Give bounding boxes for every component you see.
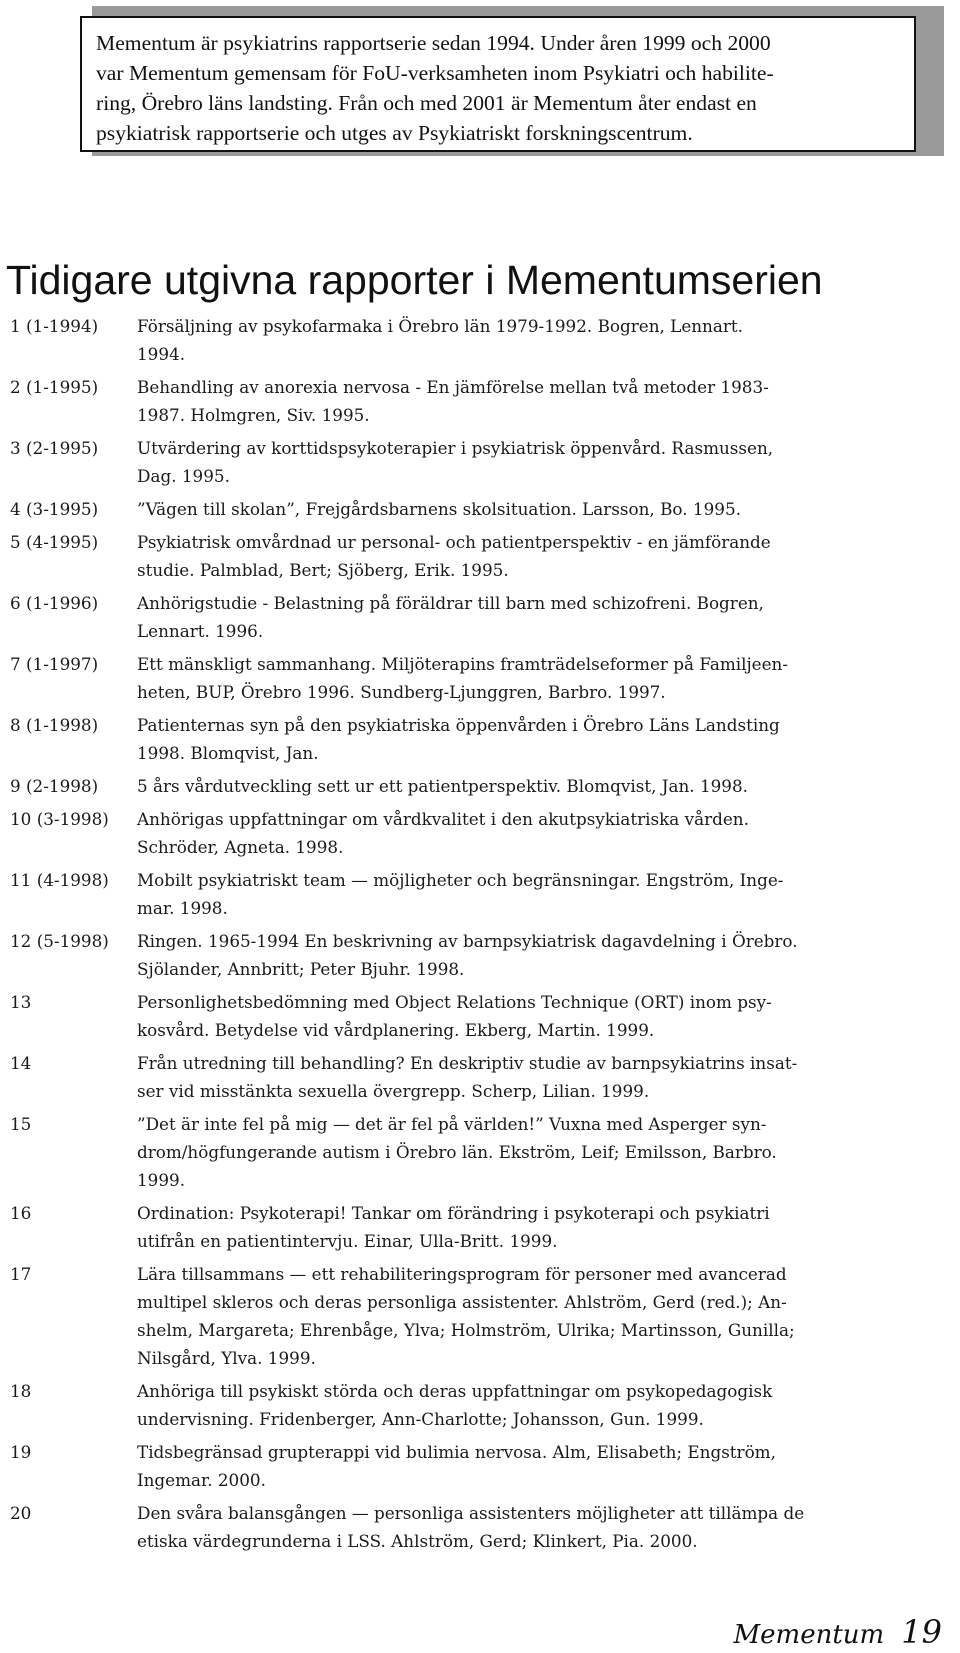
report-text-line: Anhörigas uppfattningar om vårdkvalitet i den akutpsykiatriska vården.	[137, 809, 749, 829]
report-text-line: 1999.	[137, 1170, 186, 1190]
report-text-line: Mobilt psykiatriskt team — möjligheter och begränsningar. Engström, Inge-	[137, 870, 784, 890]
report-number: 9 (2-1998)	[10, 776, 99, 796]
report-item	[10, 866, 950, 922]
footer-page-number: 19	[901, 1613, 942, 1651]
report-text-line: Ordination: Psykoterapi! Tankar om förändring i psykoterapi och psykiatri	[137, 1203, 770, 1223]
report-text	[137, 312, 950, 368]
report-item	[10, 1438, 950, 1494]
report-item	[10, 373, 950, 429]
report-text	[137, 1110, 950, 1194]
intro-line: var Mementum gemensam för FoU-verksamheten inom Psykiatri och habilite-	[96, 61, 774, 85]
report-number: 7 (1-1997)	[10, 654, 99, 674]
report-text	[137, 866, 950, 922]
intro-box	[80, 16, 916, 152]
report-number: 14	[10, 1053, 32, 1073]
report-text-line: Nilsgård, Ylva. 1999.	[137, 1348, 316, 1368]
report-item	[10, 434, 950, 490]
report-text-line: Från utredning till behandling? En deskriptiv studie av barnpsykiatrins insat-	[137, 1053, 798, 1073]
report-number: 12 (5-1998)	[10, 931, 109, 951]
report-text	[137, 1049, 950, 1105]
report-text-line: ”Det är inte fel på mig — det är fel på världen!” Vuxna med Asperger syn-	[137, 1114, 767, 1134]
report-text-line: studie. Palmblad, Bert; Sjöberg, Erik. 1995.	[137, 560, 509, 580]
report-item	[10, 1377, 950, 1433]
report-text-line: etiska värdegrunderna i LSS. Ahlström, Gerd; Klinkert, Pia. 2000.	[137, 1531, 698, 1551]
report-list	[10, 312, 950, 1560]
report-number: 11 (4-1998)	[10, 870, 109, 890]
report-text-line: multipel skleros och deras personliga assistenter. Ahlström, Gerd (red.); An-	[137, 1292, 787, 1312]
report-text-line: Tidsbegränsad grupterappi vid bulimia nervosa. Alm, Elisabeth; Engström,	[137, 1442, 776, 1462]
report-number: 2 (1-1995)	[10, 377, 99, 397]
report-item	[10, 988, 950, 1044]
footer-series-name: Mementum	[733, 1620, 885, 1650]
report-text	[137, 1377, 950, 1433]
report-number: 20	[10, 1503, 32, 1523]
report-text-line: Dag. 1995.	[137, 466, 230, 486]
page-heading: Tidigare utgivna rapporter i Mementumserien	[6, 257, 823, 303]
report-text	[137, 988, 950, 1044]
report-text-line: Anhörigstudie - Belastning på föräldrar till barn med schizofreni. Bogren,	[137, 593, 764, 613]
report-text	[137, 772, 950, 800]
report-text-line: Utvärdering av korttidspsykoterapier i psykiatrisk öppenvård. Rasmussen,	[137, 438, 774, 458]
report-text	[137, 1438, 950, 1494]
intro-line: psykiatrisk rapportserie och utges av Psykiatriskt forskningscentrum.	[96, 121, 693, 145]
report-item	[10, 1199, 950, 1255]
report-text-line: Ingemar. 2000.	[137, 1470, 266, 1490]
report-number: 19	[10, 1442, 32, 1462]
report-text	[137, 805, 950, 861]
report-number: 1 (1-1994)	[10, 316, 99, 336]
report-text	[137, 650, 950, 706]
report-text	[137, 528, 950, 584]
report-text-line: 1987. Holmgren, Siv. 1995.	[137, 405, 370, 425]
report-number: 5 (4-1995)	[10, 532, 99, 552]
report-item	[10, 772, 950, 800]
report-text	[137, 1260, 950, 1372]
report-text-line: 1994.	[137, 344, 186, 364]
report-text-line: Lennart. 1996.	[137, 621, 264, 641]
report-text-line: Ett mänskligt sammanhang. Miljöterapins framträdelseformer på Familjeen-	[137, 654, 789, 674]
report-text-line: undervisning. Fridenberger, Ann-Charlotte; Johansson, Gun. 1999.	[137, 1409, 704, 1429]
report-item	[10, 711, 950, 767]
report-text	[137, 373, 950, 429]
report-text	[137, 589, 950, 645]
report-number: 18	[10, 1381, 32, 1401]
report-text-line: ser vid misstänkta sexuella övergrepp. Scherp, Lilian. 1999.	[137, 1081, 650, 1101]
report-text	[137, 927, 950, 983]
report-item	[10, 528, 950, 584]
report-number: 17	[10, 1264, 32, 1284]
page-footer	[734, 1613, 942, 1651]
report-item	[10, 927, 950, 983]
report-number: 6 (1-1996)	[10, 593, 99, 613]
report-text	[137, 1199, 950, 1255]
report-item	[10, 650, 950, 706]
report-text-line: shelm, Margareta; Ehrenbåge, Ylva; Holmström, Ulrika; Martinsson, Gunilla;	[137, 1320, 795, 1340]
report-text-line: ”Vägen till skolan”, Frejgårdsbarnens skolsituation. Larsson, Bo. 1995.	[137, 499, 741, 519]
report-text-line: Sjölander, Annbritt; Peter Bjuhr. 1998.	[137, 959, 465, 979]
report-text-line: Behandling av anorexia nervosa - En jämförelse mellan två metoder 1983-	[137, 377, 769, 397]
report-item	[10, 1499, 950, 1555]
report-text	[137, 711, 950, 767]
report-text-line: heten, BUP, Örebro 1996. Sundberg-Ljunggren, Barbro. 1997.	[137, 682, 666, 702]
report-number: 3 (2-1995)	[10, 438, 99, 458]
report-text-line: 1998. Blomqvist, Jan.	[137, 743, 319, 763]
report-text-line: Schröder, Agneta. 1998.	[137, 837, 344, 857]
report-text-line: Patienternas syn på den psykiatriska öppenvården i Örebro Läns Landsting	[137, 715, 780, 735]
report-item	[10, 1110, 950, 1194]
report-text-line: Personlighetsbedömning med Object Relations Technique (ORT) inom psy-	[137, 992, 772, 1012]
report-text-line: utifrån en patientintervju. Einar, Ulla-Britt. 1999.	[137, 1231, 558, 1251]
report-text-line: kosvård. Betydelse vid vårdplanering. Ekberg, Martin. 1999.	[137, 1020, 655, 1040]
report-text	[137, 495, 950, 523]
report-number: 13	[10, 992, 32, 1012]
report-item	[10, 589, 950, 645]
report-number: 15	[10, 1114, 32, 1134]
report-text	[137, 434, 950, 490]
report-number: 10 (3-1998)	[10, 809, 109, 829]
report-number: 16	[10, 1203, 32, 1223]
report-text-line: Ringen. 1965-1994 En beskrivning av barnpsykiatrisk dagavdelning i Örebro.	[137, 931, 798, 951]
report-item	[10, 1049, 950, 1105]
report-text-line: Psykiatrisk omvårdnad ur personal- och patientperspektiv - en jämförande	[137, 532, 771, 552]
report-item	[10, 312, 950, 368]
intro-line: ring, Örebro läns landsting. Från och med 2001 är Mementum åter endast en	[96, 91, 757, 115]
report-number: 4 (3-1995)	[10, 499, 99, 519]
report-text-line: 5 års vårdutveckling sett ur ett patientperspektiv. Blomqvist, Jan. 1998.	[137, 776, 748, 796]
report-text-line: Anhöriga till psykiskt störda och deras uppfattningar om psykopedagogisk	[137, 1381, 773, 1401]
report-text-line: Försäljning av psykofarmaka i Örebro län 1979-1992. Bogren, Lennart.	[137, 316, 743, 336]
report-text-line: mar. 1998.	[137, 898, 228, 918]
report-number: 8 (1-1998)	[10, 715, 99, 735]
report-text	[137, 1499, 950, 1555]
intro-line: Mementum är psykiatrins rapportserie sedan 1994. Under åren 1999 och 2000	[96, 31, 771, 55]
report-item	[10, 805, 950, 861]
report-text-line: Lära tillsammans — ett rehabiliteringsprogram för personer med avancerad	[137, 1264, 787, 1284]
report-text-line: drom/högfungerande autism i Örebro län. Ekström, Leif; Emilsson, Barbro.	[137, 1142, 777, 1162]
report-text-line: Den svåra balansgången — personliga assistenters möjligheter att tillämpa de	[137, 1503, 805, 1523]
report-item	[10, 1260, 950, 1372]
report-item	[10, 495, 950, 523]
